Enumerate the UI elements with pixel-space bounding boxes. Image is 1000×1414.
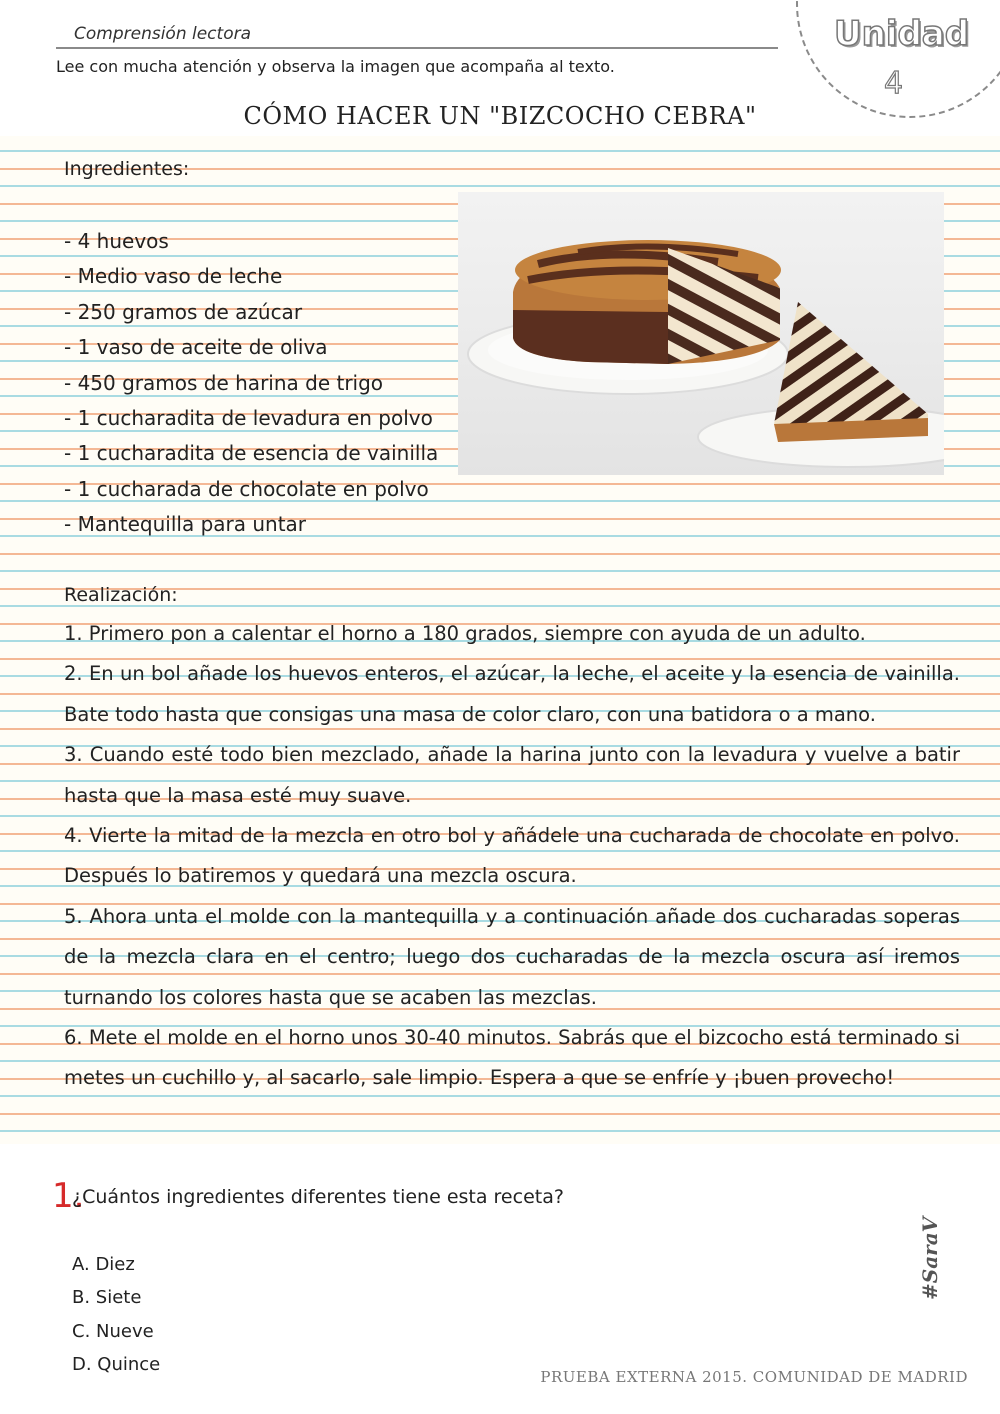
preparation-steps [64, 614, 960, 1099]
step-6: 6. Mete el molde en el horno unos 30-40 minutos. Sabrás que el bizcocho está terminado si metes un cuchillo y, al sacarlo, sale limpio. Espera a que se enfríe y ¡buen provecho! [64, 1026, 960, 1090]
step-2: 2. En un bol añade los huevos enteros, el azúcar, la leche, el aceite y la esencia de vainilla. Bate todo hasta que consigas una masa de color claro, con una batidora o a mano. [64, 662, 960, 726]
header-label: Comprensión lectora [74, 24, 252, 44]
list-item: - 1 cucharada de chocolate en polvo [64, 476, 429, 501]
step-1: 1. Primero pon a calentar el horno a 180 grados, siempre con ayuda de un adulto. [64, 622, 866, 645]
unit-label: Unidad [834, 14, 970, 54]
answer-option-d[interactable]: D. Quince [72, 1353, 161, 1375]
answer-option-b[interactable]: B. Siete [72, 1287, 142, 1309]
footer-source: PRUEBA EXTERNA 2015. COMUNIDAD DE MADRID [540, 1368, 968, 1386]
answer-options [72, 1248, 160, 1381]
step-4: 4. Vierte la mitad de la mezcla en otro bol y añádele una cucharada de chocolate en polvo. Después lo batiremos y quedará una mezcla oscura. [64, 824, 960, 888]
preparation-heading: Realización: [64, 584, 178, 606]
answer-option-a[interactable]: A. Diez [72, 1254, 135, 1275]
question-number: 1. [52, 1176, 85, 1216]
instructions-text: Lee con mucha atención y observa la imagen que acompaña al texto. [56, 57, 615, 76]
list-item: - 250 gramos de azúcar [64, 299, 303, 324]
list-item: - 4 huevos [64, 229, 169, 253]
list-item: - 1 vaso de aceite de oliva [64, 335, 328, 360]
list-item: - Medio vaso de leche [64, 264, 283, 289]
unit-number: 4 [884, 66, 904, 101]
ingredients-heading: Ingredientes: [64, 158, 190, 180]
ingredients-list [64, 224, 438, 543]
list-item: - 450 gramos de harina de trigo [64, 370, 384, 395]
page-title: CÓMO HACER UN "BIZCOCHO CEBRA" [243, 102, 757, 130]
list-item: - 1 cucharadita de levadura en polvo [64, 405, 433, 430]
step-3: 3. Cuando esté todo bien mezclado, añade la harina junto con la levadura y vuelve a batir hasta que la masa esté muy suave. [64, 743, 960, 807]
answer-option-c[interactable]: C. Nueve [72, 1320, 154, 1342]
header-divider [56, 47, 778, 49]
author-signature: #SaraV [918, 1216, 942, 1300]
step-5: 5. Ahora unta el molde con la mantequilla y a continuación añade dos cucharadas soperas de la mezcla clara en el centro; luego dos cucharadas de la mezcla oscura así iremos turnando los colores hasta que se acaben las mezclas. [64, 904, 960, 1009]
cake-illustration [458, 192, 944, 475]
list-item: - Mantequilla para untar [64, 512, 307, 537]
question-text: ¿Cuántos ingredientes diferentes tiene esta receta? [72, 1186, 564, 1208]
zebra-cake-photo [458, 192, 944, 475]
list-item: - 1 cucharadita de esencia de vainilla [64, 441, 439, 466]
